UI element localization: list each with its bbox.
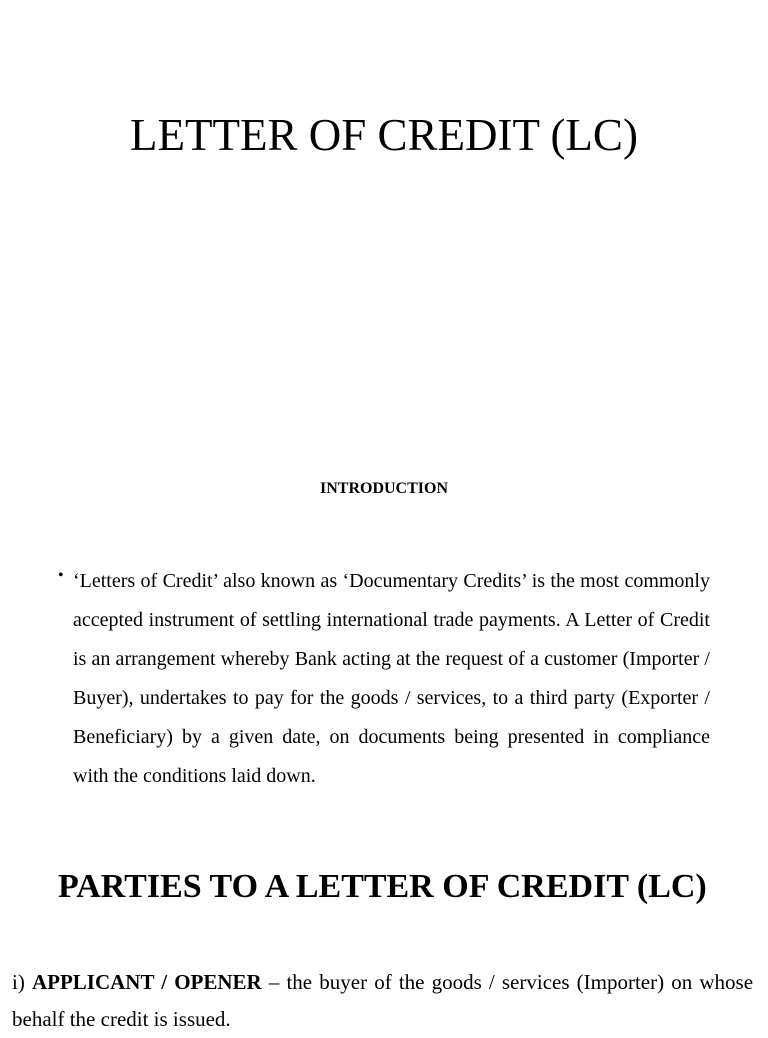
party-term: APPLICANT / OPENER xyxy=(31,970,262,994)
bullet-icon: • xyxy=(58,567,64,584)
introduction-heading: INTRODUCTION xyxy=(319,480,448,497)
intro-paragraph: ‘Letters of Credit’ also known as ‘Documentary Credits’ is the most commonly accepted instrument of settling international trade payments. A Letter of Credit is an arrangement whereby Bank acting at the request of a customer (Importer / Buyer), undertakes to pay for the goods / services, to a third party (Exporter / Beneficiary) by a given date, on documents being presented in compliance with the conditions laid down. xyxy=(73,570,710,787)
intro-bullet-item xyxy=(58,562,710,796)
party-number: i) xyxy=(12,970,32,994)
party-description: – the buyer of the goods / services (Importer) on whose behalf the credit is issued. xyxy=(12,970,754,1031)
document-title: LETTER OF CREDIT (LC) xyxy=(130,110,638,160)
party-applicant-item xyxy=(12,964,753,1038)
parties-section-heading: PARTIES TO A LETTER OF CREDIT (LC) xyxy=(58,868,707,905)
